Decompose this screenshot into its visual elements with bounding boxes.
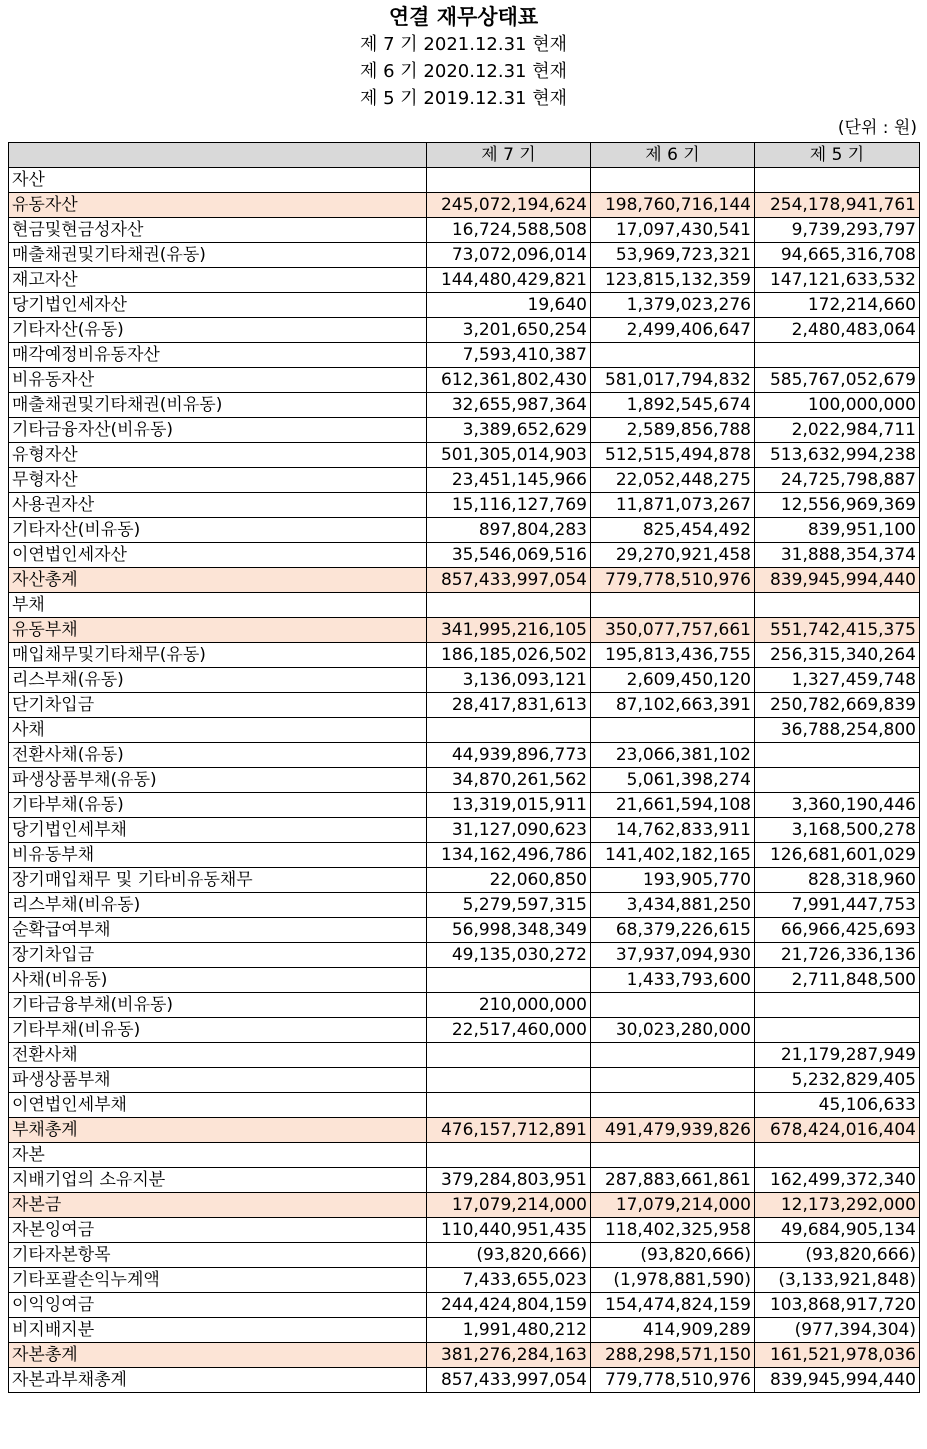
table-row [9,768,920,793]
amount-cell: 126,681,601,029 [755,843,920,868]
amount-cell: 513,632,994,238 [755,443,920,468]
account-label: 장기매입채무 및 기타비유동채무 [9,868,427,893]
account-label: 장기차입금 [9,943,427,968]
amount-cell: 828,318,960 [755,868,920,893]
amount-cell: 154,474,824,159 [591,1293,755,1318]
account-label: 기타금융자산(비유동) [9,418,427,443]
account-label: 당기법인세부채 [9,818,427,843]
table-row [9,718,920,743]
amount-cell: 87,102,663,391 [591,693,755,718]
table-row [9,743,920,768]
table-row [9,1018,920,1043]
account-label: 기타포괄손익누계액 [9,1268,427,1293]
amount-cell [755,768,920,793]
amount-cell: 11,871,073,267 [591,493,755,518]
account-label: 매입채무및기타채무(유동) [9,643,427,668]
amount-cell: 1,892,545,674 [591,393,755,418]
amount-cell: 23,066,381,102 [591,743,755,768]
amount-cell [427,1068,591,1093]
amount-cell: 2,480,483,064 [755,318,920,343]
account-label: 부채 [9,593,427,618]
amount-cell [591,993,755,1018]
amount-cell: 53,969,723,321 [591,243,755,268]
amount-cell: 186,185,026,502 [427,643,591,668]
table-row [9,1068,920,1093]
account-label: 자본금 [9,1193,427,1218]
amount-cell: 7,991,447,753 [755,893,920,918]
amount-cell [755,343,920,368]
amount-cell: 414,909,289 [591,1318,755,1343]
table-row [9,418,920,443]
amount-cell: 2,609,450,120 [591,668,755,693]
amount-cell: 857,433,997,054 [427,1368,591,1393]
amount-cell [591,718,755,743]
amount-cell: 3,434,881,250 [591,893,755,918]
account-label: 유동자산 [9,193,427,218]
amount-cell [755,993,920,1018]
amount-cell: 21,179,287,949 [755,1043,920,1068]
amount-cell [591,1068,755,1093]
amount-cell: 379,284,803,951 [427,1168,591,1193]
amount-cell: 5,279,597,315 [427,893,591,918]
account-label: 사채 [9,718,427,743]
amount-cell: 94,665,316,708 [755,243,920,268]
table-row [9,1143,920,1168]
amount-cell: 612,361,802,430 [427,368,591,393]
amount-cell: 28,417,831,613 [427,693,591,718]
table-row [9,1368,920,1393]
header-period-7: 제 7 기 [427,143,591,168]
table-row [9,518,920,543]
amount-cell: 17,097,430,541 [591,218,755,243]
account-label: 자본 [9,1143,427,1168]
amount-cell: 73,072,096,014 [427,243,591,268]
amount-cell: 172,214,660 [755,293,920,318]
table-row [9,1193,920,1218]
amount-cell: 14,762,833,911 [591,818,755,843]
amount-cell: 17,079,214,000 [427,1193,591,1218]
amount-cell: (93,820,666) [755,1243,920,1268]
table-row [9,1043,920,1068]
period-line-7: 제 7 기 2021.12.31 현재 [360,34,567,55]
table-row [9,343,920,368]
table-row [9,1293,920,1318]
amount-cell: 825,454,492 [591,518,755,543]
account-label: 자본총계 [9,1343,427,1368]
amount-cell: 22,052,448,275 [591,468,755,493]
amount-cell: 2,711,848,500 [755,968,920,993]
table-row [9,568,920,593]
table-row [9,168,920,193]
amount-cell: 30,023,280,000 [591,1018,755,1043]
amount-cell: 19,640 [427,293,591,318]
table-row [9,393,920,418]
amount-cell: 15,116,127,769 [427,493,591,518]
account-label: 매각예정비유동자산 [9,343,427,368]
table-row [9,1093,920,1118]
amount-cell [427,1143,591,1168]
header-period-5: 제 5 기 [755,143,920,168]
amount-cell: 198,760,716,144 [591,193,755,218]
table-row [9,1318,920,1343]
amount-cell: 193,905,770 [591,868,755,893]
amount-cell: 23,451,145,966 [427,468,591,493]
amount-cell: 22,517,460,000 [427,1018,591,1043]
amount-cell: 123,815,132,359 [591,268,755,293]
amount-cell: 161,521,978,036 [755,1343,920,1368]
amount-cell [591,593,755,618]
amount-cell: 31,127,090,623 [427,818,591,843]
account-label: 비유동자산 [9,368,427,393]
amount-cell: 288,298,571,150 [591,1343,755,1368]
account-label: 자산 [9,168,427,193]
amount-cell: 779,778,510,976 [591,1368,755,1393]
amount-cell: 839,945,994,440 [755,568,920,593]
amount-cell: 22,060,850 [427,868,591,893]
amount-cell: 17,079,214,000 [591,1193,755,1218]
amount-cell: 2,022,984,711 [755,418,920,443]
amount-cell: (3,133,921,848) [755,1268,920,1293]
account-label: 순확급여부채 [9,918,427,943]
account-label: 이연법인세부채 [9,1093,427,1118]
table-row [9,193,920,218]
account-label: 이연법인세자산 [9,543,427,568]
account-label: 사용권자산 [9,493,427,518]
account-label: 유동부채 [9,618,427,643]
amount-cell: 1,379,023,276 [591,293,755,318]
table-row [9,693,920,718]
amount-cell: 49,684,905,134 [755,1218,920,1243]
period-line-6: 제 6 기 2020.12.31 현재 [360,61,567,82]
table-row [9,243,920,268]
amount-cell: 250,782,669,839 [755,693,920,718]
amount-cell: 45,106,633 [755,1093,920,1118]
amount-cell: 56,998,348,349 [427,918,591,943]
amount-cell: 1,327,459,748 [755,668,920,693]
amount-cell: 29,270,921,458 [591,543,755,568]
account-label: 기타부채(비유동) [9,1018,427,1043]
amount-cell: 37,937,094,930 [591,943,755,968]
amount-cell [427,718,591,743]
amount-cell: 134,162,496,786 [427,843,591,868]
amount-cell: 5,232,829,405 [755,1068,920,1093]
balance-sheet-table [8,142,920,1393]
amount-cell: 857,433,997,054 [427,568,591,593]
amount-cell: 100,000,000 [755,393,920,418]
amount-cell: 31,888,354,374 [755,543,920,568]
amount-cell: 5,061,398,274 [591,768,755,793]
amount-cell: 21,726,336,136 [755,943,920,968]
amount-cell: 3,389,652,629 [427,418,591,443]
amount-cell: 144,480,429,821 [427,268,591,293]
amount-cell: 9,739,293,797 [755,218,920,243]
account-label: 재고자산 [9,268,427,293]
amount-cell [427,968,591,993]
amount-cell: 779,778,510,976 [591,568,755,593]
table-row [9,1218,920,1243]
account-label: 매출채권및기타채권(비유동) [9,393,427,418]
table-row [9,293,920,318]
account-label: 단기차입금 [9,693,427,718]
statement-title: 연결 재무상태표 [388,5,539,29]
table-row [9,468,920,493]
amount-cell: 245,072,194,624 [427,193,591,218]
amount-cell: 341,995,216,105 [427,618,591,643]
amount-cell: 210,000,000 [427,993,591,1018]
amount-cell [591,1043,755,1068]
amount-cell: 2,499,406,647 [591,318,755,343]
table-row [9,493,920,518]
table-row [9,918,920,943]
amount-cell: 21,661,594,108 [591,793,755,818]
amount-cell: 68,379,226,615 [591,918,755,943]
amount-cell [591,168,755,193]
unit-label: (단위 : 원) [837,118,917,138]
table-row [9,1243,920,1268]
account-label: 이익잉여금 [9,1293,427,1318]
table-row [9,993,920,1018]
amount-cell: 35,546,069,516 [427,543,591,568]
table-row [9,818,920,843]
amount-cell: 897,804,283 [427,518,591,543]
amount-cell: 24,725,798,887 [755,468,920,493]
amount-cell: 16,724,588,508 [427,218,591,243]
account-label: 비지배지분 [9,1318,427,1343]
account-label: 매출채권및기타채권(유동) [9,243,427,268]
amount-cell: 1,991,480,212 [427,1318,591,1343]
table-row [9,318,920,343]
account-label: 파생상품부채(유동) [9,768,427,793]
period-line-5: 제 5 기 2019.12.31 현재 [360,88,567,109]
header-period-6: 제 6 기 [591,143,755,168]
amount-cell: 512,515,494,878 [591,443,755,468]
amount-cell: 7,593,410,387 [427,343,591,368]
amount-cell [755,1018,920,1043]
account-label: 파생상품부채 [9,1068,427,1093]
account-label: 기타자산(유동) [9,318,427,343]
table-row [9,218,920,243]
table-row [9,368,920,393]
account-label: 기타자본항목 [9,1243,427,1268]
table-row [9,618,920,643]
account-label: 현금및현금성자산 [9,218,427,243]
table-row [9,543,920,568]
amount-cell: 110,440,951,435 [427,1218,591,1243]
table-row [9,793,920,818]
header-row [9,143,920,168]
amount-cell: (1,978,881,590) [591,1268,755,1293]
account-label: 자본과부채총계 [9,1368,427,1393]
account-label: 기타자산(비유동) [9,518,427,543]
amount-cell: 44,939,896,773 [427,743,591,768]
amount-cell: 678,424,016,404 [755,1118,920,1143]
amount-cell: 12,173,292,000 [755,1193,920,1218]
amount-cell: 7,433,655,023 [427,1268,591,1293]
amount-cell: 147,121,633,532 [755,268,920,293]
account-label: 부채총계 [9,1118,427,1143]
table-row [9,968,920,993]
amount-cell: 3,136,093,121 [427,668,591,693]
account-label: 리스부채(유동) [9,668,427,693]
amount-cell: 13,319,015,911 [427,793,591,818]
account-label: 지배기업의 소유지분 [9,1168,427,1193]
amount-cell [591,1093,755,1118]
amount-cell: 66,966,425,693 [755,918,920,943]
amount-cell [755,1143,920,1168]
table-row [9,643,920,668]
amount-cell [755,168,920,193]
amount-cell: 254,178,941,761 [755,193,920,218]
table-row [9,843,920,868]
amount-cell: 141,402,182,165 [591,843,755,868]
table-row [9,443,920,468]
amount-cell: 491,479,939,826 [591,1118,755,1143]
header-account [9,143,427,168]
table-row [9,1168,920,1193]
account-label: 기타금융부채(비유동) [9,993,427,1018]
amount-cell [427,593,591,618]
amount-cell [755,593,920,618]
amount-cell: 118,402,325,958 [591,1218,755,1243]
amount-cell: 287,883,661,861 [591,1168,755,1193]
amount-cell: 2,589,856,788 [591,418,755,443]
table-row [9,893,920,918]
table-row [9,268,920,293]
amount-cell: 839,945,994,440 [755,1368,920,1393]
account-label: 무형자산 [9,468,427,493]
amount-cell: (93,820,666) [591,1243,755,1268]
account-label: 자산총계 [9,568,427,593]
amount-cell: 551,742,415,375 [755,618,920,643]
amount-cell: 195,813,436,755 [591,643,755,668]
amount-cell: 256,315,340,264 [755,643,920,668]
account-label: 리스부채(비유동) [9,893,427,918]
table-row [9,868,920,893]
table-row [9,1118,920,1143]
amount-cell: 581,017,794,832 [591,368,755,393]
table-body [9,168,920,1393]
amount-cell: 103,868,917,720 [755,1293,920,1318]
amount-cell: 476,157,712,891 [427,1118,591,1143]
amount-cell [427,1043,591,1068]
table-row [9,593,920,618]
table-row [9,1343,920,1368]
amount-cell: (93,820,666) [427,1243,591,1268]
table-row [9,668,920,693]
amount-cell: 162,499,372,340 [755,1168,920,1193]
amount-cell [427,1093,591,1118]
amount-cell: 3,168,500,278 [755,818,920,843]
amount-cell: 12,556,969,369 [755,493,920,518]
amount-cell [755,743,920,768]
account-label: 비유동부채 [9,843,427,868]
amount-cell [427,168,591,193]
amount-cell: 501,305,014,903 [427,443,591,468]
amount-cell: 585,767,052,679 [755,368,920,393]
amount-cell: 350,077,757,661 [591,618,755,643]
amount-cell: 1,433,793,600 [591,968,755,993]
account-label: 전환사채 [9,1043,427,1068]
table-row [9,1268,920,1293]
amount-cell: 3,360,190,446 [755,793,920,818]
amount-cell [591,343,755,368]
account-label: 당기법인세자산 [9,293,427,318]
account-label: 사채(비유동) [9,968,427,993]
amount-cell: 244,424,804,159 [427,1293,591,1318]
amount-cell: 3,201,650,254 [427,318,591,343]
account-label: 자본잉여금 [9,1218,427,1243]
account-label: 유형자산 [9,443,427,468]
account-label: 기타부채(유동) [9,793,427,818]
amount-cell: 49,135,030,272 [427,943,591,968]
amount-cell: 381,276,284,163 [427,1343,591,1368]
amount-cell [591,1143,755,1168]
amount-cell: 839,951,100 [755,518,920,543]
amount-cell: (977,394,304) [755,1318,920,1343]
table-row [9,943,920,968]
amount-cell: 32,655,987,364 [427,393,591,418]
amount-cell: 34,870,261,562 [427,768,591,793]
account-label: 전환사채(유동) [9,743,427,768]
amount-cell: 36,788,254,800 [755,718,920,743]
